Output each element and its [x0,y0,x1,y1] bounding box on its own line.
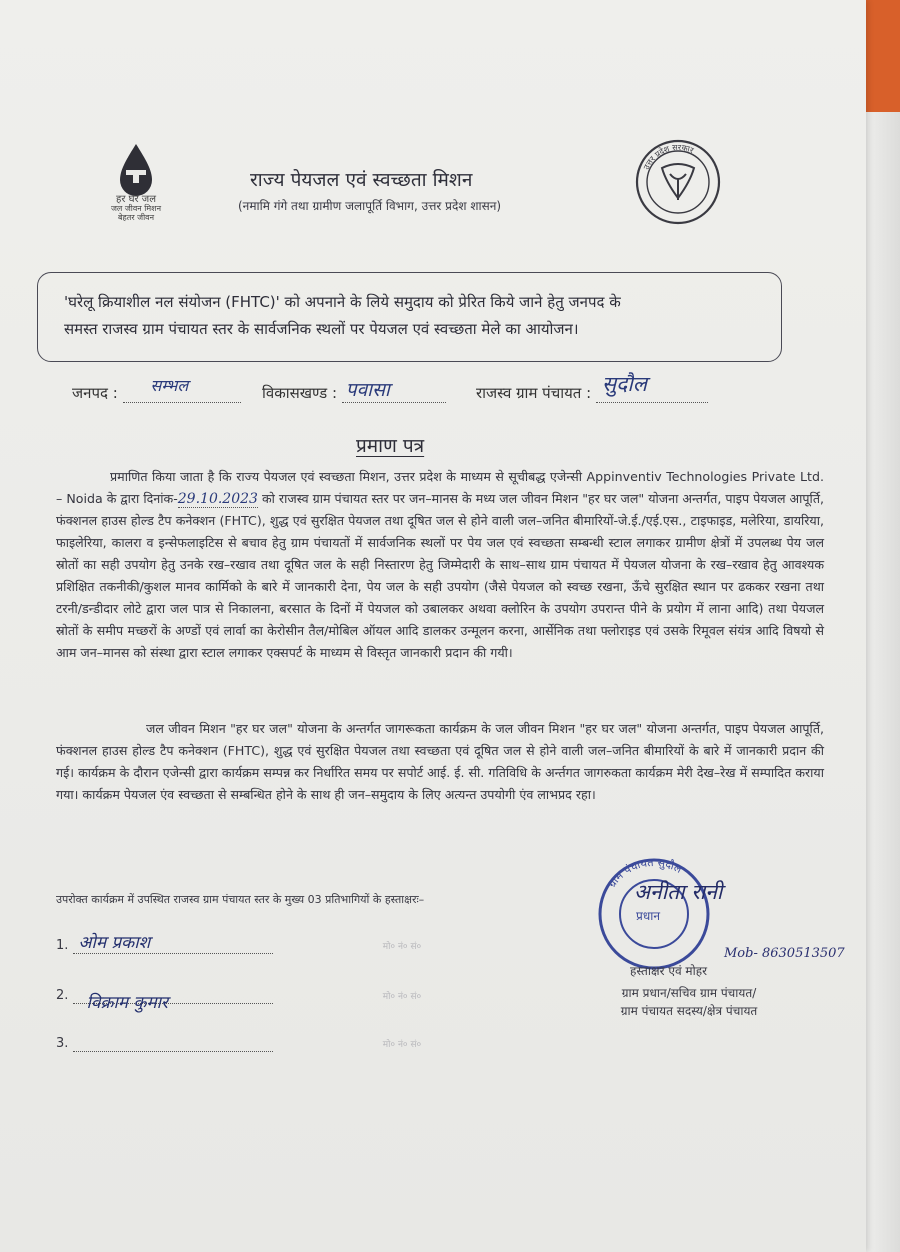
block-value: पवासा [345,379,390,401]
sig-number-3: 3. [56,1036,69,1051]
logo-text-3: बेहतर जीवन [117,213,155,222]
certificate-heading: प्रमाण पत्र [356,435,425,457]
logo-text-1: हर घर जल [116,194,156,205]
block-value-line [342,379,446,403]
panchayat-stamp-icon [592,852,722,972]
stamp-center-text: प्रधान [636,909,660,923]
banner-line-1: 'घरेलू क्रियाशील नल संयोजन (FHTC)' को अपनाने के लिये समुदाय को प्रेरित किये जाने हेतु जनपद के [64,293,621,311]
mission-title: राज्य पेयजल एवं स्वच्छता मिशन [250,169,473,191]
mobile-label-1: मो० नं० सं० [382,942,422,952]
sig-line-1 [73,933,273,954]
district-value: सम्भल [150,376,189,395]
pradhan-mobile: Mob- 8630513507 [724,946,845,961]
participant-1-signature: ओम प्रकाश [78,933,151,953]
signature-seal-label: हस्ताक्षर एवं मोहर [630,964,708,978]
panchayat-value: सुदौल [601,372,647,396]
sig-number-2: 2. [56,988,69,1003]
district-value-line [123,376,241,403]
block-label: विकासखण्ड : [262,384,338,402]
panchayat-label: राजस्व ग्राम पंचायत : [476,384,592,402]
role-line-2: ग्राम पंचायत सदस्य/क्षेत्र पंचायत [620,1004,758,1018]
participant-2-signature: विक्राम कुमार [86,993,169,1013]
certificate-paragraph-1 [56,466,824,664]
panchayat-value-line [596,372,708,403]
up-government-seal-icon [632,138,724,226]
district-label: जनपद : [72,384,118,402]
district-field [72,376,241,403]
para1-rest: को राजस्व ग्राम पंचायत स्तर पर जन–मानस के मध्य जल जीवन मिशन "हर घर जल" योजना अन्तर्गत, पाइप पेयजल आपूर्ति, फंक्शनल हाउस होल्ड टैप कनेक्शन (FHTC), शुद्ध एवं सुरक्षित पेयजल तथा दूषित जल से होने वाली जल–जनित बीमारियों-जे.ई./एई.एस., टाइफाइड, मलेरिया, डायरिया, फाइलेरिया, कालरा व इन्सेफलाइटिस से बचाव हेतु ग्राम पंचायतों में सार्वजनिक स्थलों पर पेय जल एवं स्वच्छता सम्बन्धी स्टाल लगाकर ग्रामीण क्षेत्रों में उपलब्ध पेय जल स्रोतों का सही उपयोग हेतु उनके रख–रखाव तथा दूषित जल के सही निस्तारण हेतु जिम्मेदारी के साथ–साथ ग्राम पंचायत में पेयजल योजना के रख–रखाव हेतु आवश्यक प्रशिक्षित तकनीकी/कुशल मानव कार्मिको के बारे में जानकारी देना, पेय जल के सही उपयोग (जैसे पेयजल को स्वच्छ रखना, ऊँचे सुरक्षित स्थान पर ढककर रखना तथा टरनी/डन्डीदार लोटे द्वारा जल पात्र से निकालना, बरसात के दिनों में पेयजल को उबालकर अथवा क्लोरिन के उपयोग उपरान्त पीने के प्रयोग में लाना आदि) तथा पेयजल स्रोतों के समीप मच्छरों के अण्डों एवं लार्वा का केरोसीन तैल/मोबिल ऑयल आदि डालकर उन्मूलन करना, आर्सेनिक तथा फ्लोराइड एवं उसके रिमूवल संयंत्र आदि विषयो से आम जन–मानस को संस्था द्वारा स्टाल लगाकर एक्सपर्ट के माध्यम से विस्तृत जानकारी प्रदान की गयी। [56,491,824,660]
svg-text:उत्तर प्रदेश सरकार [642,143,696,171]
mission-subtitle: (नमामि गंगे तथा ग्रामीण जलापूर्ति विभाग, उत्तर प्रदेश शासन) [238,199,502,213]
logo-text-2: जल जीवन मिशन [110,204,162,213]
block-field [262,379,446,403]
para1-start: प्रमाणित किया जाता है कि राज्य पेयजल एवं स्वच्छता मिशन, उत्तर प्रदेश के माध्यम से सूचीबद्ध एजेन्सी Appinventiv Technologies Private Ltd. – Noida के द्वारा दिनांक- [56,469,824,506]
participant-signature-1 [56,933,422,954]
attendance-note: उपरोक्त कार्यक्रम में उपस्थित राजस्व ग्राम पंचायत स्तर के मुख्य 03 प्रतिभागियों के हस्ताक्षरः– [56,893,425,906]
sig-line-2 [73,988,273,1013]
stamp-ring-text: ग्राम पंचायत सुदौल [605,855,685,890]
seal-text: उत्तर प्रदेश सरकार [641,142,695,172]
mobile-label-3: मो० नं० सं० [382,1040,422,1050]
sig-number-1: 1. [56,938,69,953]
event-date: 29.10.2023 [177,491,258,507]
sig-line-3 [73,1036,273,1052]
logo-caption [104,195,168,222]
role-line-1: ग्राम प्रधान/सचिव ग्राम पंचायत/ [621,986,757,1000]
event-banner [37,272,782,362]
certificate-paragraph-2: जल जीवन मिशन "हर घर जल" योजना के अन्तर्गत जागरूकता कार्यक्रम के जल जीवन मिशन "हर घर जल" योजना अन्तर्गत, पाइप पेयजल आपूर्ति, फंक्शनल हाउस होल्ड टैप कनेक्शन (FHTC), शुद्ध एवं सुरक्षित पेयजल तथा स्वच्छता एवं दूषित जल से होने वाली जल–जनित बीमारियों के बारे में जानकारी प्रदान की गई। कार्यक्रम के दौरान एजेन्सी द्वारा कार्यक्रम सम्पन्न कर निर्धारित समय पर सपोर्ट आई. ई. सी. गतिविधि के अर्न्तगत जागरुकता कार्यक्रम मेरी देख–रेख में सम्पादित कराया गया। कार्यक्रम पेयजल एंव स्वच्छता से सम्बन्धित होने के साथ ही जन–समुदाय के लिए अत्यन्त उपयोगी एंव लाभप्रद रहा। [56,721,824,802]
mobile-label-2: मो० नं० सं० [382,992,422,1002]
participant-signature-2 [56,988,422,1013]
panchayat-field [476,372,708,403]
pradhan-signature: अनीता रानी [634,880,723,904]
banner-line-2: समस्त राजस्व ग्राम पंचायत स्तर के सार्वजनिक स्थलों पर पेयजल एवं स्वच्छता मेले का आयोजन। [64,320,579,338]
signatory-roles [584,984,794,1020]
participant-signature-3 [56,1036,421,1052]
